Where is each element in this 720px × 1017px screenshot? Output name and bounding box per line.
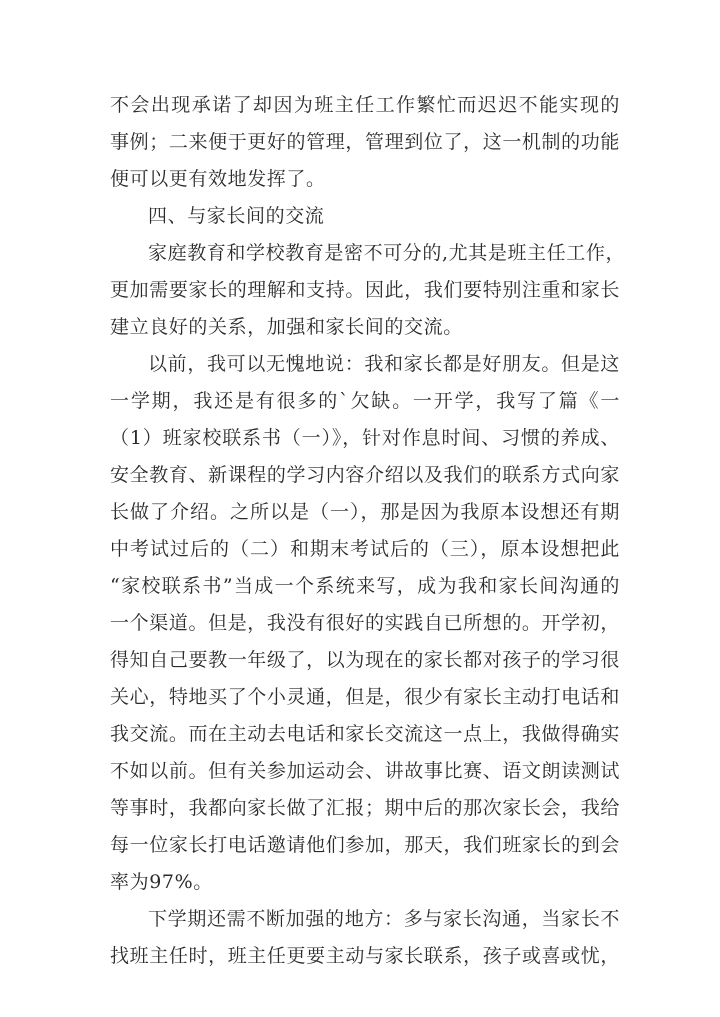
text-line: 长做了介绍。之所以是（一），那是因为我原本设想还有期: [110, 501, 620, 523]
text-line: 一学期，我还是有很多的`欠缺。一开学，我写了篇《一: [110, 390, 620, 412]
text-line: 每一位家长打电话邀请他们参加，那天，我们班家长的到会: [110, 834, 620, 856]
text-line: 以前，我可以无愧地说：我和家长都是好朋友。但是这: [148, 353, 620, 375]
text-line: 得知自己要教一年级了，以为现在的家长都对孩子的学习很: [110, 649, 620, 671]
text-line: 找班主任时，班主任更要主动与家长联系，孩子或喜或忧，: [110, 945, 620, 967]
text-line: 不如以前。但有关参加运动会、讲故事比赛、语文朗读测试: [110, 760, 620, 782]
text-line: 便可以更有效地发挥了。: [110, 168, 326, 190]
text-line: 更加需要家长的理解和支持。因此，我们要特别注重和家长: [110, 279, 620, 301]
text-line: 我交流。而在主动去电话和家长交流这一点上，我做得确实: [110, 723, 620, 745]
text-line: 建立良好的关系，加强和家长间的交流。: [110, 316, 463, 338]
text-line: 家庭教育和学校教育是密不可分的,尤其是班主任工作，: [148, 242, 626, 264]
text-line: 关心，特地买了个小灵通，但是，很少有家长主动打电话和: [110, 686, 620, 708]
text-line: 安全教育、新课程的学习内容介绍以及我们的联系方式向家: [110, 464, 620, 486]
text-line: 等事时，我都向家长做了汇报；期中后的那次家长会，我给: [110, 797, 620, 819]
text-line: （1）班家校联系书（一）》，针对作息时间、习惯的养成、: [110, 427, 620, 449]
section-heading: 四、与家长间的交流: [148, 205, 325, 227]
text-line: 率为97%。: [110, 871, 213, 893]
text-line: 事例；二来便于更好的管理，管理到位了，这一机制的功能: [110, 131, 620, 153]
text-line: 一个渠道。但是，我没有很好的实践自已所想的。开学初，: [110, 612, 620, 634]
text-line: 不会出现承诺了却因为班主任工作繁忙而迟迟不能实现的: [110, 94, 620, 116]
text-line: 下学期还需不断加强的地方：多与家长沟通，当家长不: [148, 908, 620, 930]
text-line: 中考试过后的（二）和期末考试后的（三），原本设想把此: [110, 538, 620, 560]
text-line: “家校联系书”当成一个系统来写，成为我和家长间沟通的: [110, 575, 620, 597]
